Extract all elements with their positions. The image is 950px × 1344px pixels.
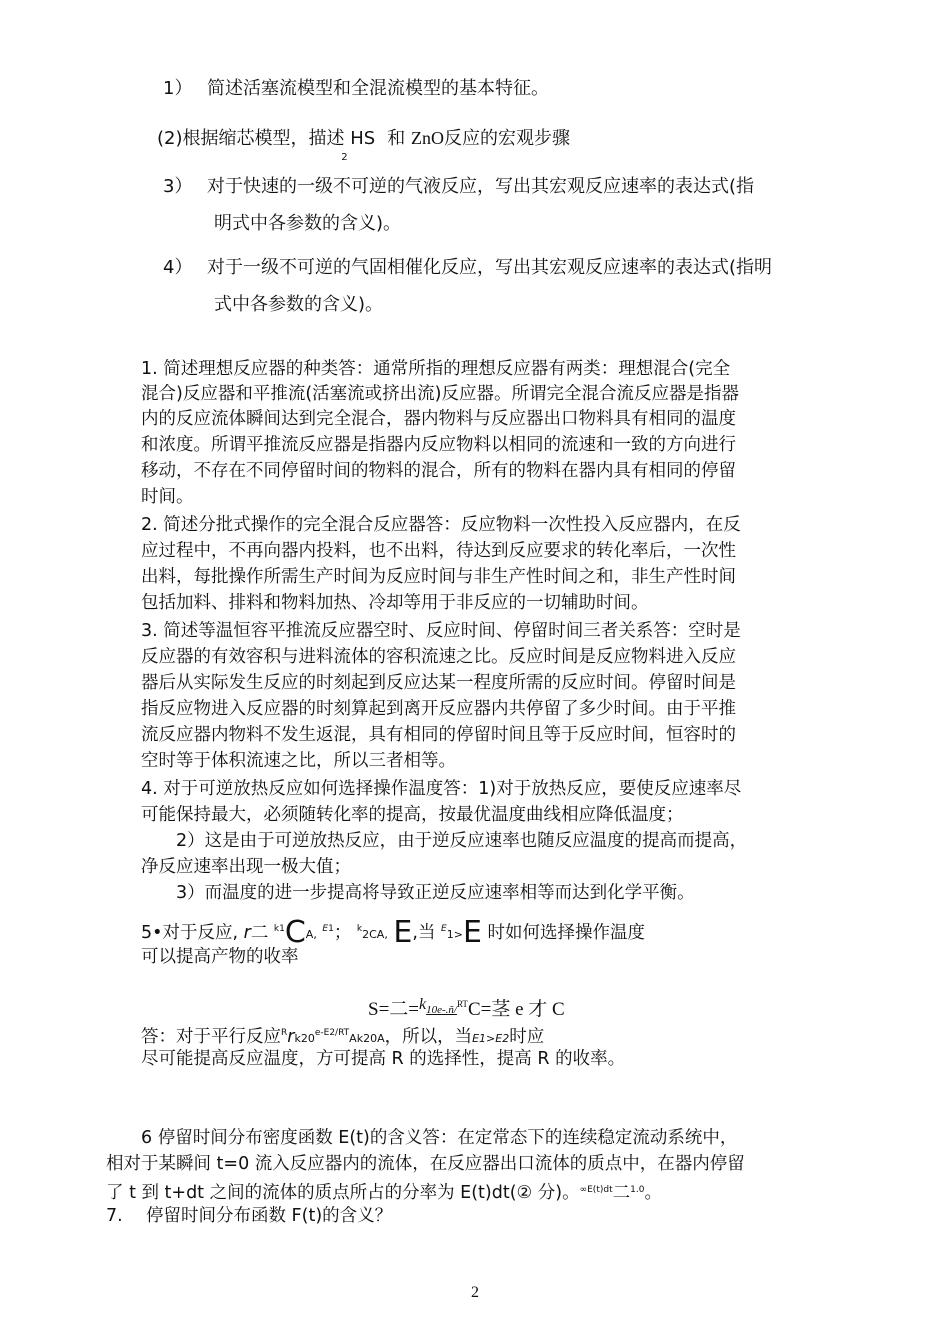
a5-A: A, <box>305 927 317 941</box>
a5-E1-sub: 1 <box>328 924 334 934</box>
a5-semicolon: ； <box>333 922 352 943</box>
question-4-text-1: 对于一级不可逆的气固相催化反应，写出其宏观反应速率的表达式(指明 <box>207 257 773 278</box>
answer-3-line: 反应器的有效容积与进料流体的容积流速之比。反应时间是反应物料进入反应 <box>141 647 736 667</box>
a5-ans-A: A <box>349 1031 357 1045</box>
a6-l3-end: 。 <box>644 1183 662 1203</box>
a5-k1-sub: 1 <box>279 924 285 934</box>
a6-l3-eq: 二 <box>612 1183 631 1203</box>
answer-1-line: 内的反应流体瞬间达到完全混合，器内物料与反应器出口物料具有相同的温度 <box>141 409 736 429</box>
a5-formula-k: k <box>419 996 427 1013</box>
answer-4-line: 3）而温度的进一步提高将导致正逆反应速率相等而达到化学平衡。 <box>176 883 695 903</box>
answer-1-line: 1. 简述理想反应器的种类答：通常所指的理想反应器有两类：理想混合(完全 <box>141 359 731 379</box>
answer-1-line: 混合)反应器和平推流(活塞流或挤出流)反应器。所谓完全混合流反应器是指器 <box>141 384 739 404</box>
question-2 <box>157 126 571 163</box>
a5-E1: E <box>322 924 329 934</box>
question-1 <box>163 77 549 101</box>
answer-3-line: 3. 简述等温恒容平推流反应器空时、反应时间、停留时间三者关系答：空时是 <box>141 621 741 641</box>
question-2-mid: 和 <box>381 128 412 149</box>
a6-l3-integral: ∞E(t)dt <box>579 1185 613 1195</box>
answer-3-line: 流反应器内物料不发生返混，具有相同的停留时间且等于反应时间，恒容时的 <box>141 725 736 745</box>
answer-5-formula <box>368 992 565 1022</box>
answer-3-line: 器后从实际发生反应的时刻起到反应达某一程度所需的反应时间。停留时间是 <box>141 673 736 693</box>
a5-ans-a: 答：对于平行反应 <box>141 1026 281 1047</box>
a5-ans-e: e-E2/RT <box>314 1028 350 1038</box>
a5-ans-c: 时应 <box>509 1026 545 1047</box>
answer-6-line-3 <box>106 1178 662 1205</box>
answer-7-number: 7. <box>106 1206 123 1226</box>
question-3-text-1: 对于快速的一级不可逆的气液反应，写出其宏观反应速率的表达式(指 <box>207 176 755 197</box>
a5-E1b: E <box>441 924 447 934</box>
answer-5-line-2: 可以提高产物的收率 <box>141 947 299 967</box>
a5-dang: ,当 <box>412 922 436 943</box>
a5-ans-b: ，所以，当 <box>384 1026 473 1047</box>
question-3-number: 3） <box>163 176 193 197</box>
a5-ans-E1E2: E1>E2 <box>472 1031 510 1045</box>
a5-formula-RT: RT <box>456 999 468 1009</box>
answer-2-line: 出料，每批操作所需生产时间为反应时间与非生产性时间之和，非生产性时间 <box>141 567 736 587</box>
a6-l3-one: 1.0 <box>630 1185 645 1195</box>
a5-ans-R: R <box>281 1028 288 1038</box>
answer-4-line: 4. 对于可逆放热反应如何选择操作温度答：1)对于放热反应，要使反应速率尽 <box>141 779 742 799</box>
answer-4-line: 可能保持最大，必须随转化率的提高，按最优温度曲线相应降低温度； <box>141 805 684 825</box>
answer-3-line: 指反应物进入反应器的时刻算起到离开反应器内共停留了多少时间。由于平推 <box>141 699 736 719</box>
answer-5-line-1 <box>141 914 645 950</box>
a5-formula-rest: C=茎 e 才 C <box>467 999 565 1020</box>
a5-eq: 二 <box>250 922 269 943</box>
a5-ans-k20: k20 <box>294 1031 315 1045</box>
a5-tail: 时如何选择操作温度 <box>487 922 645 943</box>
page-number: 2 <box>471 1284 479 1301</box>
question-4-number: 4） <box>163 257 193 278</box>
a5-E: E <box>393 914 413 950</box>
answer-4-line: 净反应速率出现一极大值； <box>141 857 351 877</box>
question-4-line-1 <box>163 256 772 280</box>
answer-2-line: 2. 简述分批式操作的完全混合反应器答：反应物料一次性投入反应器内，在反 <box>141 515 741 535</box>
a5-2CA: 2CA, <box>362 927 388 941</box>
a5-formula-mid: 10e-.ñ/ <box>426 1004 457 1016</box>
answer-6-line-2: 相对于某瞬间 t=0 流入反应器内的流体，在反应器出口流体的质点中，在器内停留 <box>106 1154 745 1174</box>
question-1-number: 1） <box>163 78 193 99</box>
answer-7 <box>106 1204 392 1228</box>
answer-3-line: 空时等于体积流速之比，所以三者相等。 <box>141 751 456 771</box>
answer-4-line: 2）这是由于可逆放热反应，由于逆反应速率也随反应温度的提高而提高， <box>176 831 748 851</box>
question-2-subscript: 2 <box>341 152 348 163</box>
a6-l3-text: 了 t 到 t+dt 之间的流体的质点所占的分率为 E(t)dt(② 分)。 <box>106 1183 580 1203</box>
question-3-line-2: 明式中各参数的含义)。 <box>214 213 402 234</box>
a5-gt: 1> <box>446 927 463 941</box>
a5-E2: E <box>462 914 482 950</box>
question-2-pre: (2)根据缩芯模型，描述 HS <box>157 128 376 149</box>
a5-text: 5•对于反应, <box>141 922 239 943</box>
a5-k2: k <box>356 924 363 934</box>
answer-1-line: 和浓度。所谓平推流反应器是指器内反应物料以相同的流速和一致的方向进行 <box>141 435 736 455</box>
answer-2-line: 应过程中，不再向器内投料，也不出料，待达到反应要求的转化率后，一次性 <box>141 541 736 561</box>
question-4-line-2: 式中各参数的含义)。 <box>214 294 384 315</box>
a5-ans-k20A: k20A <box>356 1031 385 1045</box>
answer-7-text: 停留时间分布函数 F(t)的含义？ <box>146 1206 393 1226</box>
a5-formula-S: S=二= <box>368 999 419 1020</box>
question-2-chem: ZnO <box>411 128 445 148</box>
question-3-line-1 <box>163 175 754 199</box>
a5-r: r <box>243 922 251 943</box>
question-2-post: 反应的宏观步骤 <box>444 128 571 149</box>
a5-C: C <box>284 914 306 950</box>
a5-k1: k <box>273 924 280 934</box>
answer-5-line-4: 尽可能提高反应温度，方可提高 R 的选择性，提高 R 的收率。 <box>141 1049 626 1069</box>
a5-ans-r: r <box>287 1026 295 1047</box>
answer-2-line: 包括加料、排料和物料加热、冷却等用于非反应的一切辅助时间。 <box>141 593 649 613</box>
answer-1-line: 移动，不存在不同停留时间的物料的混合，所有的物料在器内具有相同的停留 <box>141 461 736 481</box>
question-1-text: 简述活塞流模型和全混流模型的基本特征。 <box>207 78 549 99</box>
answer-1-line: 时间。 <box>141 487 194 507</box>
answer-6-line-1: 6 停留时间分布密度函数 E(t)的含义答：在定常态下的连续稳定流动系统中， <box>141 1128 738 1148</box>
